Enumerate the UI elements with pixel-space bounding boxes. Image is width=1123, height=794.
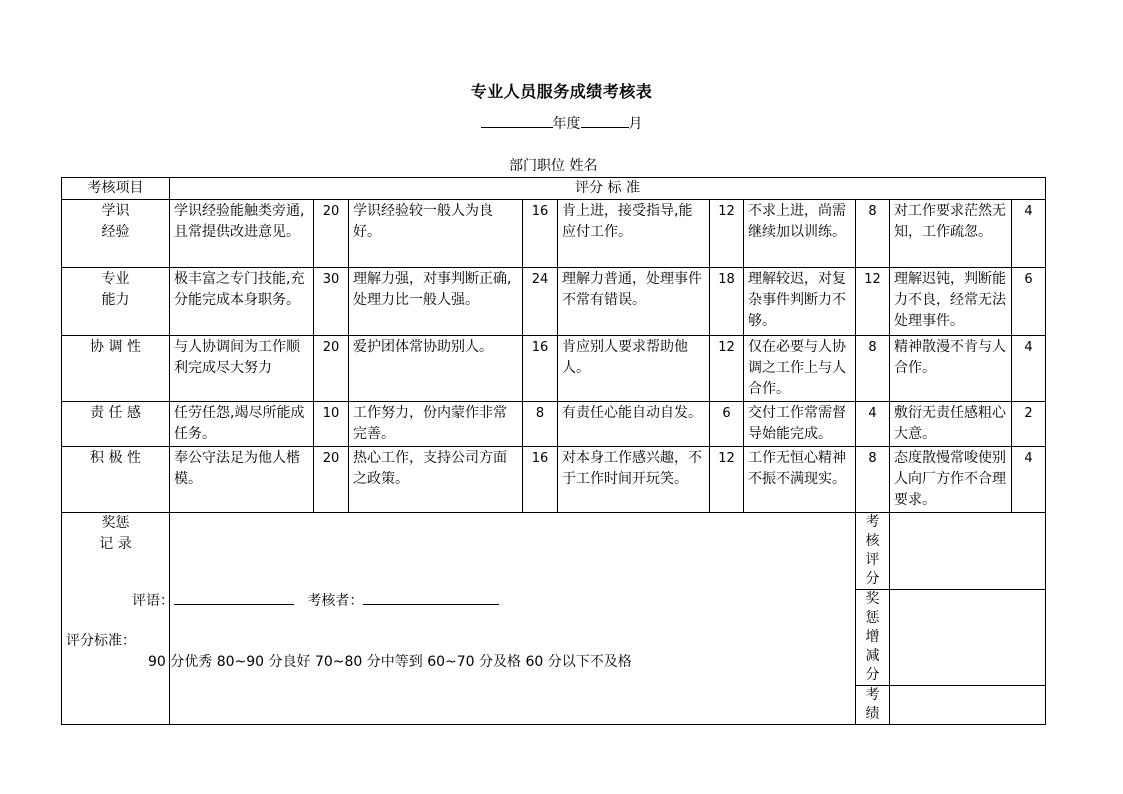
score-cell: 4 [1012,336,1046,402]
evaluation-table [61,177,1046,725]
score-cell: 20 [314,447,349,513]
comment-line [132,590,499,610]
criteria-cell: 仅在必要与人协调之工作上与人合作。 [744,336,856,402]
score-cell: 18 [710,268,744,336]
summary-label: 考绩 [856,686,890,725]
score-cell: 12 [710,336,744,402]
criteria-cell: 热心工作，支持公司方面之政策。 [349,447,523,513]
criteria-cell: 工作努力，份内蒙作非常完善。 [349,402,523,447]
category-cell: 专业 能力 [62,268,170,336]
criteria-cell: 理解力强，对事判断正确,处理力比一般人强。 [349,268,523,336]
score-cell: 30 [314,268,349,336]
criteria-cell: 理解力普通，处理事件不常有错误。 [558,268,710,336]
score-cell: 20 [314,200,349,268]
form-title: 专业人员服务成绩考核表 [470,82,653,101]
table-row [62,402,1046,447]
criteria-cell: 理解较迟，对复杂事件判断力不够。 [744,268,856,336]
score-cell: 6 [1012,268,1046,336]
score-cell: 6 [710,402,744,447]
criteria-cell: 肯应别人要求帮助他人。 [558,336,710,402]
month-label: 月 [628,116,643,132]
score-cell: 4 [1012,200,1046,268]
criteria-cell: 肯上进，接受指导,能应付工作。 [558,200,710,268]
table-row [62,200,1046,268]
criteria-cell: 极丰富之专门技能,充分能完成本身职务。 [170,268,314,336]
score-cell: 8 [856,336,890,402]
criteria-cell: 与人协调间为工作顺利完成尽大努力 [170,336,314,402]
score-cell: 8 [523,402,558,447]
criteria-cell: 交付工作常需督导始能完成。 [744,402,856,447]
category-cell: 协 调 性 [62,336,170,402]
summary-label: 奖惩增减分 [856,590,890,686]
criteria-cell: 理解迟钝，判断能力不良，经常无法处理事件。 [890,268,1012,336]
date-line [0,113,1123,133]
score-cell: 16 [523,336,558,402]
summary-value[interactable] [890,590,1046,686]
reviewer-blank[interactable] [363,590,499,605]
header-criteria: 评分 标 准 [170,178,1046,200]
table-row [62,268,1046,336]
summary-value[interactable] [890,686,1046,725]
score-cell: 16 [523,200,558,268]
month-blank[interactable] [581,113,629,128]
table-row [62,336,1046,402]
criteria-cell: 爱护团体常协助别人。 [349,336,523,402]
category-cell: 责 任 感 [62,402,170,447]
table-row [62,447,1046,513]
reward-row [62,513,1046,590]
score-cell: 4 [856,402,890,447]
score-cell: 12 [710,200,744,268]
dept-line: 部门职位 姓名 [509,158,598,174]
criteria-cell: 对工作要求茫然无知，工作疏忽。 [890,200,1012,268]
score-cell: 8 [856,200,890,268]
criteria-label: 评分标准： [66,633,136,649]
criteria-cell: 奉公守法足为他人楷模。 [170,447,314,513]
score-cell: 8 [856,447,890,513]
summary-value[interactable] [890,513,1046,590]
category-cell: 学识 经验 [62,200,170,268]
reviewer-label: 考核者： [307,593,364,609]
comment-label: 评语： [132,593,174,609]
reward-label: 奖惩 记 录 [62,513,170,725]
criteria-cell: 敷衍无责任感粗心大意。 [890,402,1012,447]
score-cell: 12 [710,447,744,513]
criteria-cell: 有责任心能自动自发。 [558,402,710,447]
score-cell: 16 [523,447,558,513]
score-cell: 2 [1012,402,1046,447]
score-cell: 20 [314,336,349,402]
header-item: 考核项目 [62,178,170,200]
criteria-cell: 任劳任怨,竭尽所能成任务。 [170,402,314,447]
year-blank[interactable] [481,113,553,128]
criteria-cell: 学识经验能触类旁通,且常提供改进意见。 [170,200,314,268]
score-cell: 4 [1012,447,1046,513]
criteria-cell: 精神散漫不肯与人合作。 [890,336,1012,402]
criteria-cell: 学识经验较一般人为良好。 [349,200,523,268]
criteria-cell: 对本身工作感兴趣，不于工作时间开玩笑。 [558,447,710,513]
category-cell: 积 极 性 [62,447,170,513]
summary-label: 考核评分 [856,513,890,590]
table-header-row [62,178,1046,200]
criteria-text: 90 分优秀 80~90 分良好 70~80 分中等到 60~70 分及格 60 分以下不及格 [148,654,632,670]
score-cell: 10 [314,402,349,447]
score-cell: 12 [856,268,890,336]
year-label: 年度 [552,116,581,132]
score-cell: 24 [523,268,558,336]
criteria-cell: 态度散慢常唆使别人向厂方作不合理要求。 [890,447,1012,513]
reward-record-cell[interactable] [170,513,856,725]
criteria-cell: 不求上进，尚需继续加以训练。 [744,200,856,268]
comment-blank[interactable] [174,590,294,605]
criteria-cell: 工作无恒心精神不振不满现实。 [744,447,856,513]
